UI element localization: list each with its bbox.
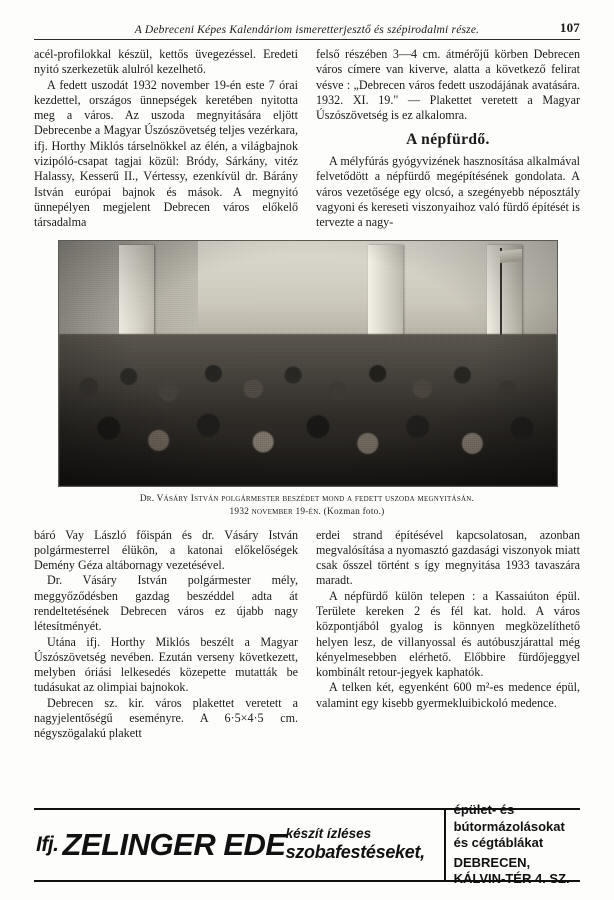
paragraph: acél-profilokkal készül, kettős üvegezéssel. Eredeti nyitó szerkezetük alulról kezelhető. xyxy=(34,47,298,77)
figure-caption xyxy=(58,493,556,520)
paragraph: erdei strand építésével kapcsolatosan, azonban megvalósítása a nyomasztó gazdasági viszonyok miatt csak ősszel történt s így megnyitása 1933 tavaszára maradt. xyxy=(316,527,580,588)
advertisement-details xyxy=(444,801,580,887)
advertiser-title: ZELINGER EDE xyxy=(62,827,286,862)
columns-bottom xyxy=(34,528,580,742)
figure xyxy=(34,240,580,520)
service-line-2: szobafestéseket, xyxy=(285,842,425,863)
columns-top xyxy=(34,47,580,231)
paragraph: A fedett uszodát 1932 november 19-én este 7 órai kezdettel, országos ünnepségek keretében nyitotta meg a város. Az uszoda megnyitására eljött Debrecenbe a Magyar Úszószövetség teljes vezérkara, ifj. Horthy Miklós társelnökkel az élén, a világbajnok vizipóló-csapat tagjai közül: Bródy, Sárkány, vitéz Halassy, Kesserű II., Vértessy, ezenkívül dr. Bárány István európai bajnok és mások. A megnyitó ünnepélyen megjelent Debrecen város előkelő társadalma xyxy=(34,77,298,230)
advertiser-address: DEBRECEN, KÁLVIN-TÉR 4. SZ. xyxy=(453,854,570,887)
caption-credit: (Kozman foto.) xyxy=(323,507,385,518)
left-column-top xyxy=(34,47,298,231)
detail-line-1: épület- és bútormázolásokat és cégtáblákat xyxy=(453,801,565,851)
photograph xyxy=(58,240,558,487)
caption-line-2: 1932 november 19-én. xyxy=(229,507,322,518)
running-title: A Debreceni Képes Kalendáriom ismeretterjesztő és szépirodalmi része. xyxy=(134,24,480,36)
photo-vignette xyxy=(59,241,557,486)
right-column-bottom xyxy=(316,528,580,712)
paragraph: báró Vay László főispán és dr. Vásáry István polgármesterrel élükön, a katonai előkelőségek Demény Géza altábornagy vezetésével. xyxy=(34,527,298,573)
running-head xyxy=(34,20,580,40)
right-column-top xyxy=(316,47,580,231)
paragraph: Debrecen sz. kir. város plakettet veretett a nagyjelentőségű eseményre. A 6·5×4·5 cm. négyszögalakú plakett xyxy=(34,695,298,741)
advertiser-name xyxy=(34,810,286,880)
advertisement xyxy=(34,801,580,887)
paragraph: Dr. Vásáry István polgármester mély, meggyőződésben gazdag beszéddel adta át rendeltetésének Debrecen város ez újabb nagy létesítményét. xyxy=(34,573,298,634)
paragraph: Utána ifj. Horthy Miklós beszélt a Magyar Úszószövetség nevében. Ezután verseny következett, melyben óriási lelkesedés közepette mutatták be tudásukat az olimpiai bajnokok. xyxy=(34,634,298,695)
caption-line-1: Dr. Vásáry István polgármester beszédet mond a fedett uszoda megnyitásán. xyxy=(139,493,475,504)
paragraph: A népfürdő külön telepen : a Kassaiúton épül. Területe kereken 2 és fél kat. hold. A város központjából gyalog is könnyen megközelíthető helyen lesz, de villanyossal és autóbuszjárattal még kényelmesebben elérhető. Előbbire fürdőjeggyel kombinált retour-jegyek kaphatók. xyxy=(316,588,580,680)
advertiser-prefix: Ifj. xyxy=(36,833,59,856)
advertisement-service xyxy=(286,810,444,880)
section-subheading: A népfürdő. xyxy=(406,131,490,149)
page-number: 107 xyxy=(559,20,580,35)
paragraph: A mélyfúrás gyógyvizének hasznosítása alkalmával felvetődött a népfürdő megépítésének gondolata. A város vezetősége egy olcsó, a szegényebb néposztály vagyoni és kereseti viszonyaihoz való fürdő építését is tervezte a nagy- xyxy=(316,154,580,230)
service-line-1: készít ízléses xyxy=(285,826,372,842)
left-column-bottom xyxy=(34,528,298,742)
paragraph: felső részében 3—4 cm. átmérőjű körben Debrecen város címere van kiverve, alatta a következő felirat vésve : „Debrecen város fedett uszodájának avatására. 1932. XI. 19." — Plakettet veretett a Magyar Úszószövetség is ez alkalomra. xyxy=(316,47,580,123)
paragraph: A telken két, egyenként 600 m²-es medence épül, valamint egy kisebb gyermekluibickoló medence. xyxy=(316,680,580,710)
